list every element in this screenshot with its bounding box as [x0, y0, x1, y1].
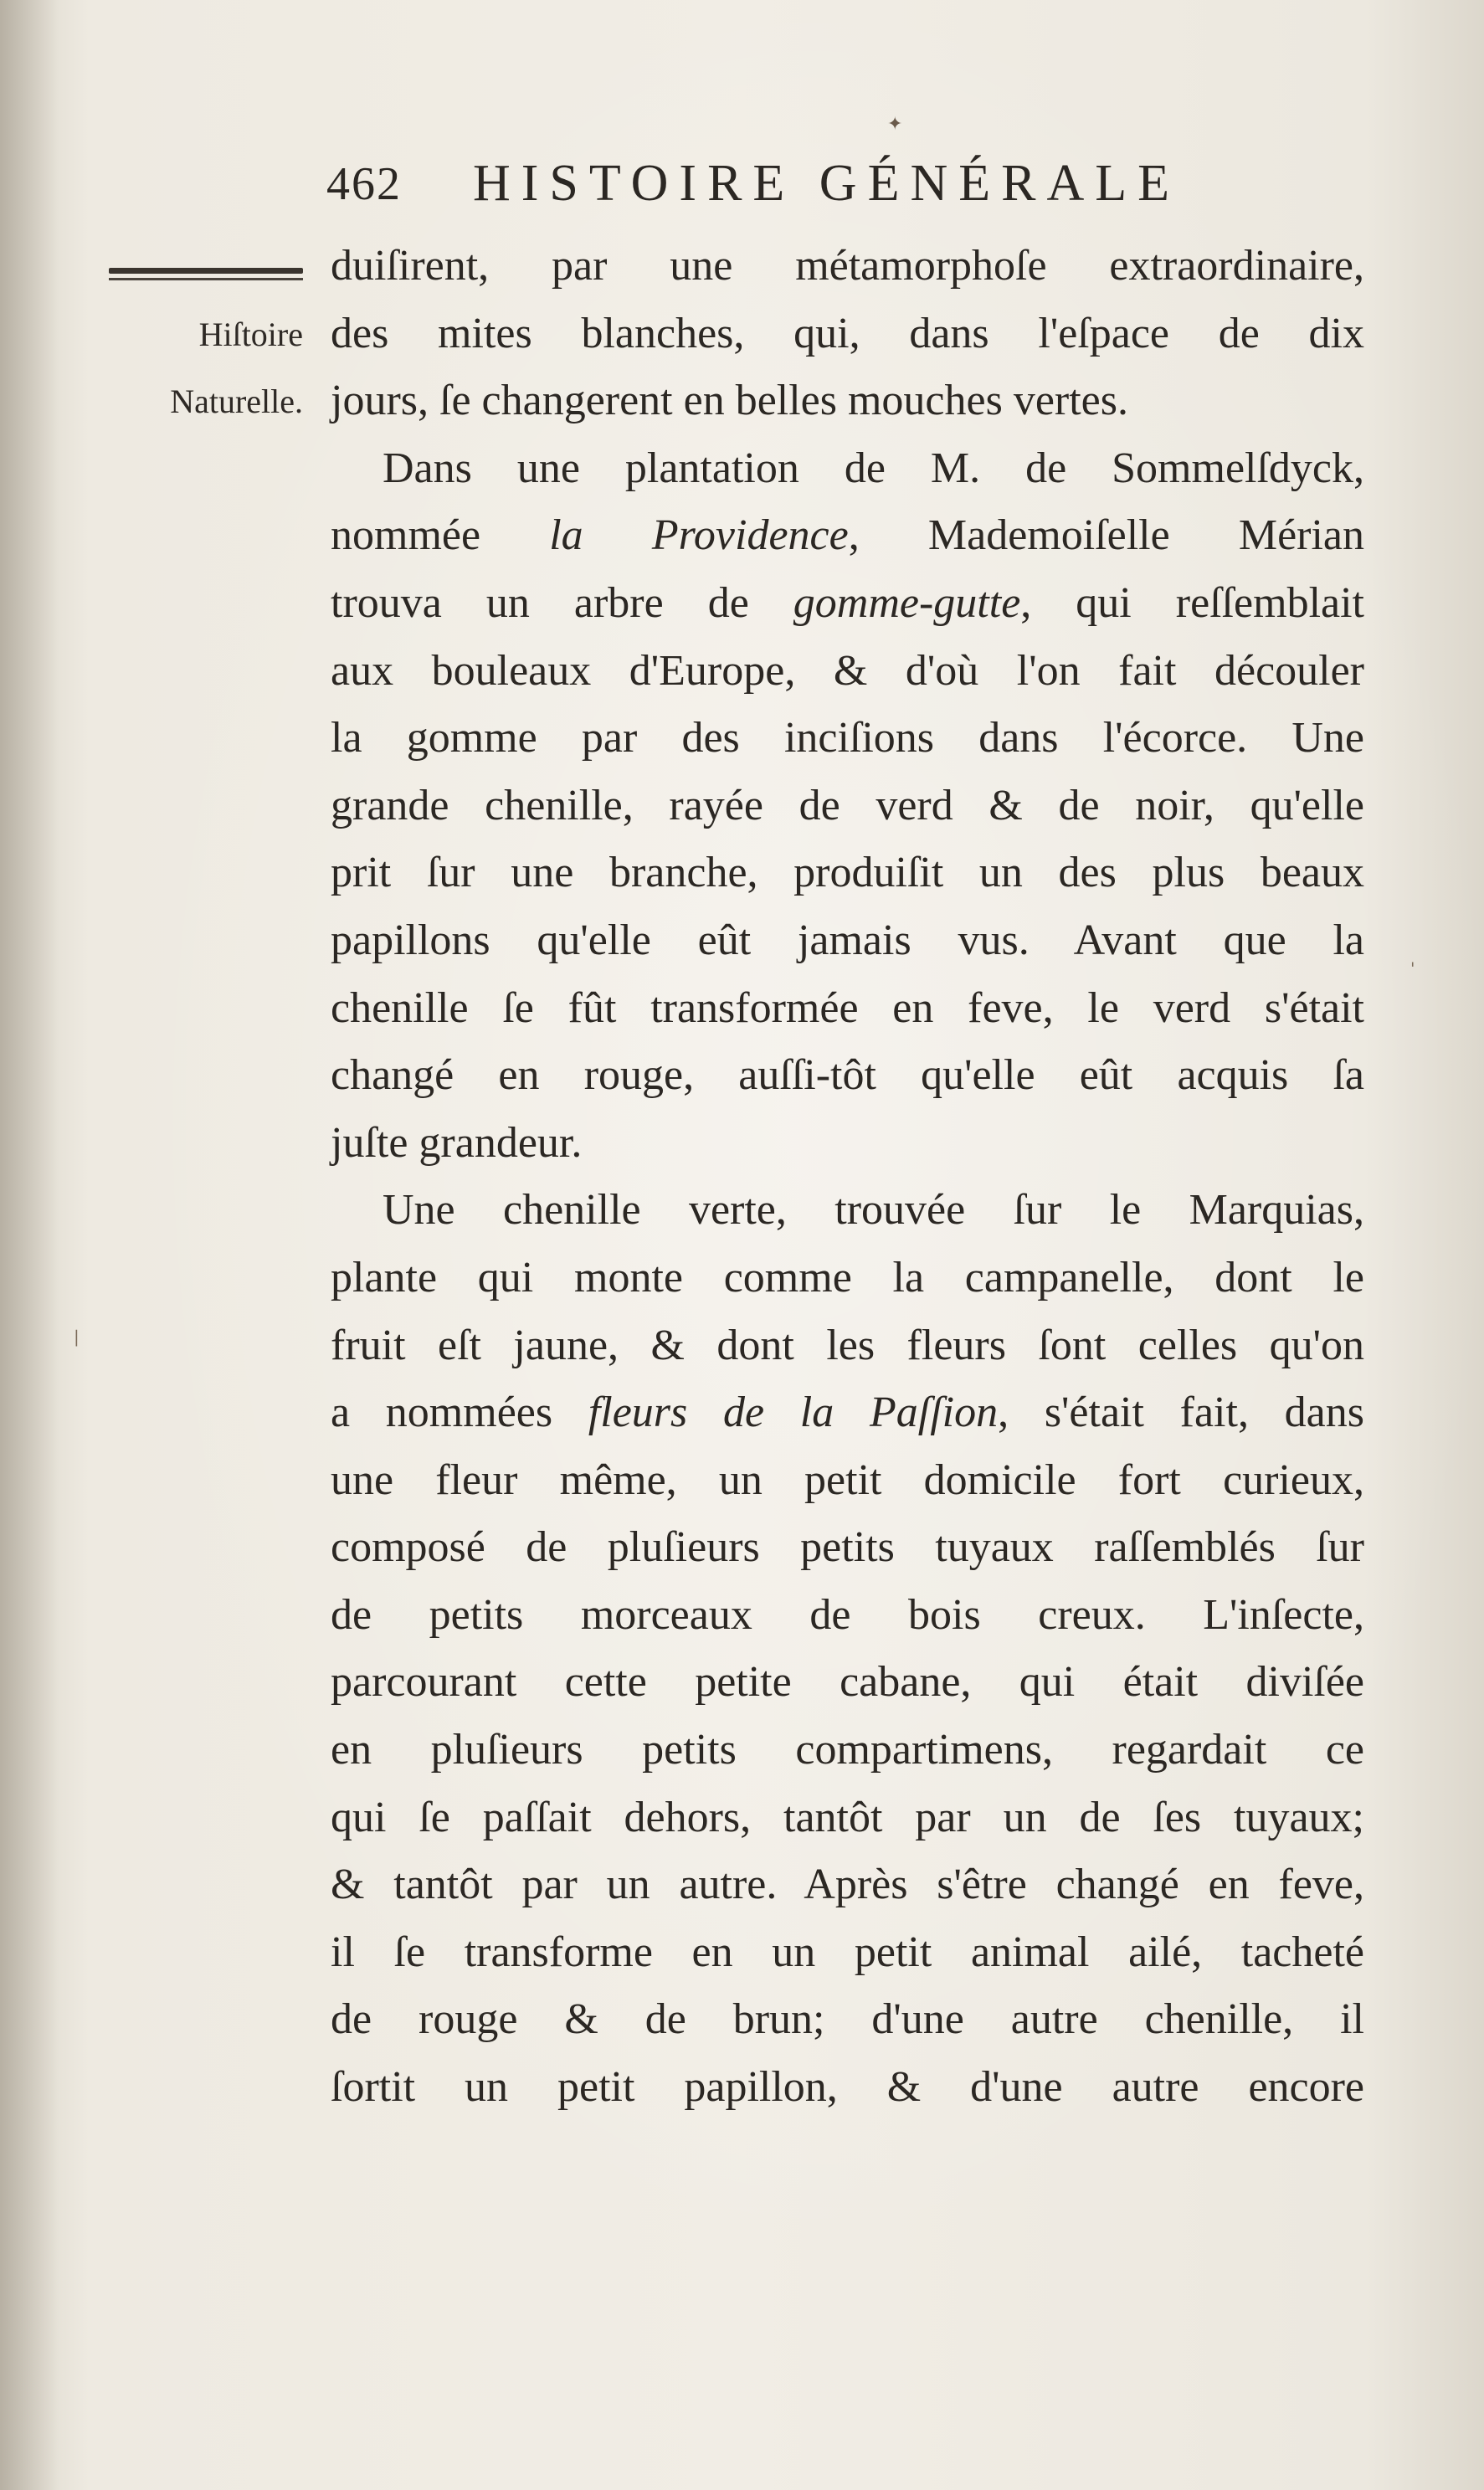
text-line: Une chenille verte, trouvée ſur le Marquias,: [383, 1186, 1364, 1235]
text-line: juſte grandeur.: [331, 1118, 583, 1167]
italic-term: fleurs de la Paſſion: [588, 1389, 999, 1437]
text-segment: trouva un arbre de: [331, 578, 793, 627]
text-line: plante qui monte comme la campanelle, dont le: [331, 1253, 1364, 1301]
text-line: composé de pluſieurs petits tuyaux raſſemblés ſur: [331, 1523, 1364, 1572]
text-segment: nommée: [331, 511, 550, 560]
running-header: [326, 149, 1364, 224]
running-title: HISTOIRE GÉNÉRALE: [473, 155, 1180, 212]
text-line: de rouge & de brun; d'une autre chenille, il: [331, 1995, 1364, 2044]
body-text: [331, 233, 1364, 2122]
text-line: Dans une plantation de M. de Sommelſdyck,: [383, 444, 1364, 492]
text-line: il ſe transforme en un petit animal ailé, tacheté: [331, 1928, 1364, 1976]
text-segment: , Mademoiſelle Mérian: [848, 511, 1364, 560]
text-line: grande chenille, rayée de verd & de noir, qu'elle: [331, 781, 1364, 829]
marginal-note-line: Naturelle.: [170, 382, 303, 420]
text-line: en pluſieurs petits compartimens, regardait ce: [331, 1726, 1364, 1774]
text-line: duiſirent, par une métamorphoſe extraordinaire,: [331, 242, 1364, 290]
marginal-note-line: Hiſtoire: [198, 316, 303, 353]
text-line: & tantôt par un autre. Après s'être changé en feve,: [331, 1861, 1364, 1909]
ink-speck-icon: |: [74, 1327, 80, 1347]
text-line: une fleur même, un petit domicile fort curieux,: [331, 1455, 1364, 1504]
text-line: changé en rouge, auſſi-tôt qu'elle eût acquis ſa: [331, 1051, 1364, 1100]
text-line: papillons qu'elle eût jamais vus. Avant que la: [331, 916, 1364, 964]
marginal-note: [94, 301, 303, 435]
text-segment: , s'était fait, dans: [998, 1389, 1364, 1437]
text-segment: a nommées: [331, 1389, 588, 1437]
text-line: de petits morceaux de bois creux. L'inſecte,: [331, 1590, 1364, 1639]
text-line: aux bouleaux d'Europe, & d'où l'on fait découler: [331, 646, 1364, 695]
text-line: fruit eſt jaune, & dont les fleurs ſont celles qu'on: [331, 1321, 1364, 1369]
text-line: ſortit un petit papillon, & d'une autre encore: [331, 2063, 1364, 2112]
text-line: jours, ſe changerent en belles mouches vertes.: [331, 377, 1128, 425]
text-segment: , qui reſſemblait: [1020, 578, 1365, 627]
spine-shadow: [0, 0, 59, 2490]
ink-speck-icon: ': [1410, 958, 1415, 978]
italic-term: gomme-gutte: [793, 578, 1021, 627]
text-line: [331, 502, 1364, 570]
text-line: qui ſe paſſait dehors, tantôt par un de ſes tuyaux;: [331, 1793, 1364, 1841]
margin-rule: [109, 268, 303, 274]
text-line: parcourant cette petite cabane, qui était diviſée: [331, 1658, 1364, 1707]
page-number: 462: [326, 158, 402, 210]
text-line: [331, 1379, 1364, 1447]
text-line: chenille ſe fût transformée en feve, le verd s'était: [331, 983, 1364, 1032]
text-line: prit ſur une branche, produiſit un des plus beaux: [331, 849, 1364, 897]
ink-speck-icon: ✦: [887, 114, 903, 135]
margin-rule-thin: [109, 278, 303, 280]
text-line: des mites blanches, qui, dans l'eſpace de dix: [331, 309, 1364, 357]
text-line: [331, 570, 1364, 638]
italic-term: la Providence: [549, 511, 849, 560]
text-line: la gomme par des inciſions dans l'écorce. Une: [331, 714, 1364, 762]
